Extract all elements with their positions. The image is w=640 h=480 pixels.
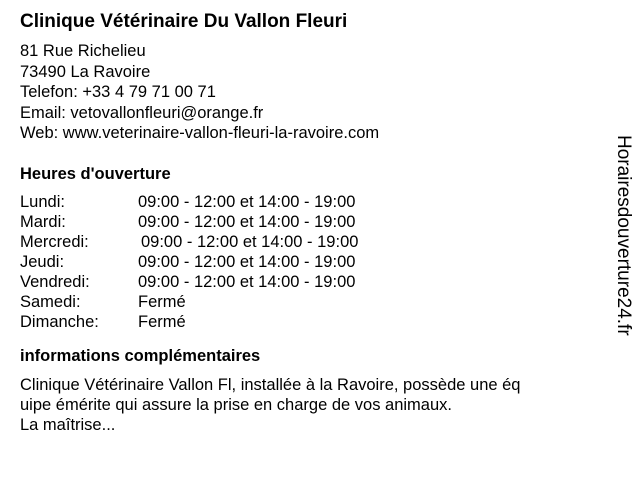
hours-row-mardi bbox=[20, 212, 610, 232]
hours-table bbox=[20, 192, 610, 332]
day-hours: Fermé bbox=[138, 292, 186, 311]
hours-row-samedi bbox=[20, 292, 610, 312]
day-hours: 09:00 - 12:00 et 14:00 - 19:00 bbox=[138, 272, 356, 291]
info-description bbox=[20, 375, 605, 435]
description-line: La maîtrise... bbox=[20, 415, 116, 434]
day-label: Mardi: bbox=[20, 212, 66, 231]
clinic-name: Clinique Vétérinaire Du Vallon Fleuri bbox=[20, 11, 348, 32]
day-label: Jeudi: bbox=[20, 252, 65, 271]
day-hours: Fermé bbox=[138, 312, 186, 331]
day-label: Mercredi: bbox=[20, 232, 89, 251]
hours-row-vendredi bbox=[20, 272, 610, 292]
hours-heading: Heures d'ouverture bbox=[20, 164, 171, 183]
address-street: 81 Rue Richelieu bbox=[20, 42, 146, 60]
day-hours: 09:00 - 12:00 et 14:00 - 19:00 bbox=[138, 212, 356, 231]
hours-row-jeudi bbox=[20, 252, 610, 272]
info-heading: informations complémentaires bbox=[20, 346, 261, 365]
day-hours: 09:00 - 12:00 et 14:00 - 19:00 bbox=[141, 232, 359, 251]
day-label: Lundi: bbox=[20, 192, 65, 211]
description-line: Clinique Vétérinaire Vallon Fl, installée à la Ravoire, possède une éq bbox=[20, 375, 521, 394]
contact-block bbox=[20, 41, 610, 144]
web-line[interactable]: Web: www.veterinaire-vallon-fleuri-la-ravoire.com bbox=[20, 124, 380, 142]
day-label: Vendredi: bbox=[20, 272, 90, 291]
day-hours: 09:00 - 12:00 et 14:00 - 19:00 bbox=[138, 192, 356, 211]
hours-row-lundi bbox=[20, 192, 610, 212]
site-watermark: Horairesdouverture24.fr bbox=[613, 135, 634, 336]
day-label: Samedi: bbox=[20, 292, 81, 311]
clinic-card bbox=[20, 10, 610, 435]
address-city: 73490 La Ravoire bbox=[20, 62, 151, 81]
hours-row-mercredi bbox=[20, 232, 610, 252]
phone-line[interactable]: Telefon: +33 4 79 71 00 71 bbox=[20, 83, 216, 101]
day-label: Dimanche: bbox=[20, 312, 99, 331]
day-hours: 09:00 - 12:00 et 14:00 - 19:00 bbox=[138, 252, 356, 271]
hours-row-dimanche bbox=[20, 312, 610, 332]
description-line: uipe émérite qui assure la prise en charge de vos animaux. bbox=[20, 395, 452, 414]
email-line[interactable]: Email: vetovallonfleuri@orange.fr bbox=[20, 103, 264, 122]
